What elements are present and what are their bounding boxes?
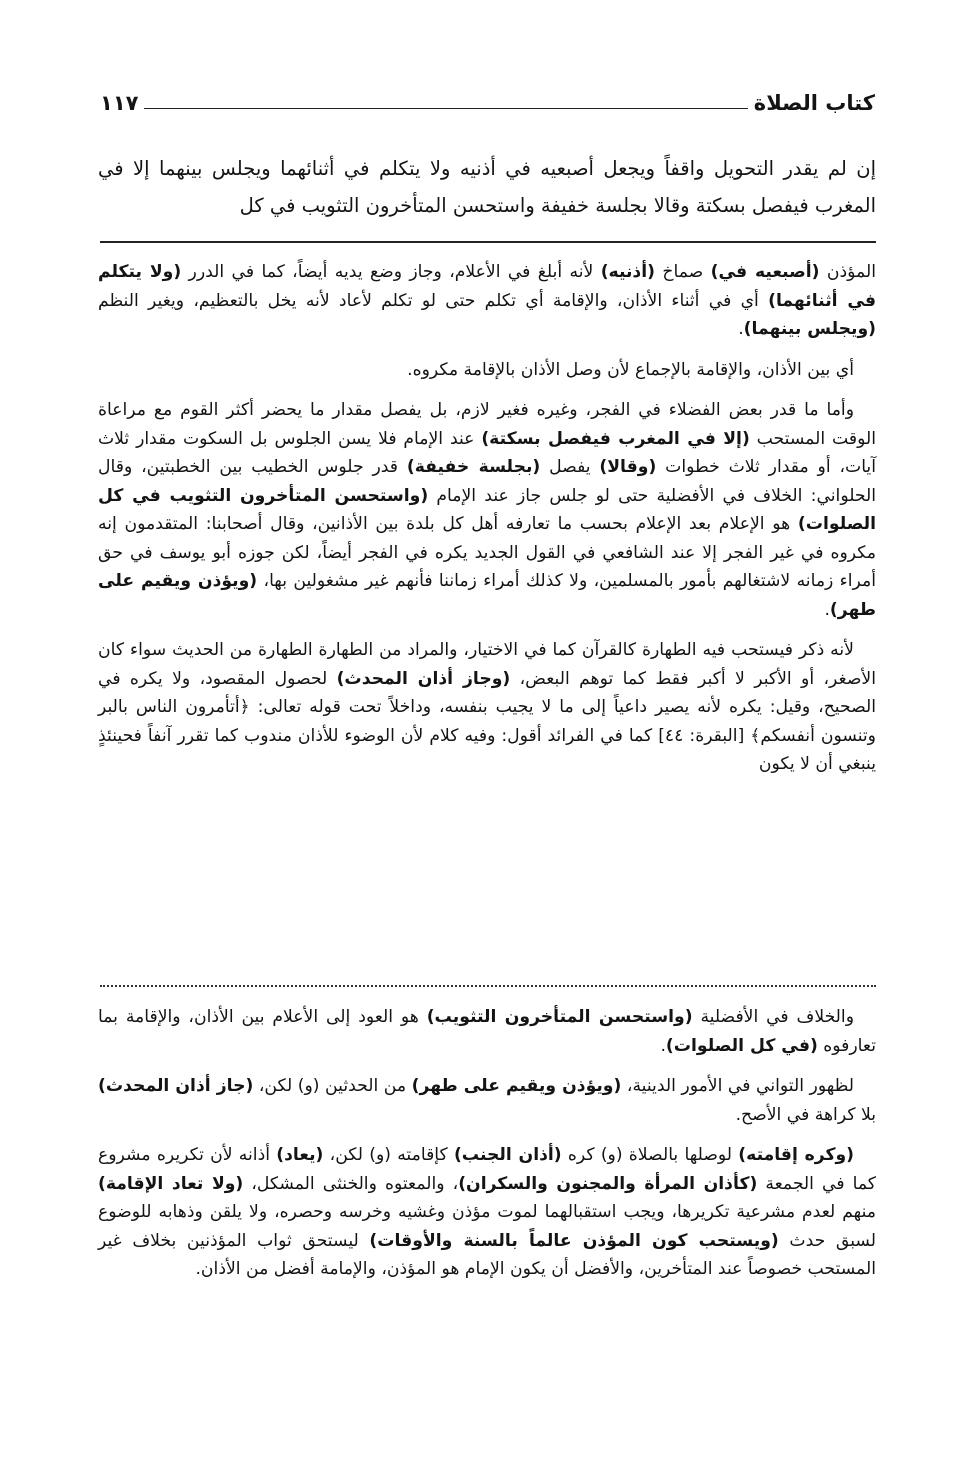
commentary-paragraph: وأما ما قدر بعض الفضلاء في الفجر، وغيره فغير لازم، بل يفصل مقدار ما يحضر أكثر القوم مع مراعاة الوقت المستحب (إلا في المغرب فيفصل بسكتة) عند الإمام فلا يسن الجلوس بل السكوت مقدار ثلاث آيات، أو مقدار ثلاث خطوات (وقالا) يفصل (بجلسة خفيفة) قدر جلوس الخطيب بين الخطبتين، وقال الحلواني: الخلاف في الأفضلية حتى لو جلس جاز عند الإمام (واستحسن المتأخرون التثويب في كل الصلوات) هو الإعلام بعد الإعلام بحسب ما تعارفه أهل كل بلدة بين الأذانين، وقال أصحابنا: المتقدمون إنه مكروه في غير الفجر إلا عند الشافعي في القول الجديد يكره في الفجر أيضاً، لكن جوزه أبو يوسف في حق أمراء زمانه لاشتغالهم بأمور بالمسلمين، ولا كذلك أمراء زماننا فأنهم غير مشغولين بها، (ويؤذن ويقيم على طهر). bbox=[98, 400, 877, 620]
commentary-paragraph: المؤذن (أصبعيه في) صماخ (أذنيه) لأنه أبلغ في الأعلام، وجاز وضع يديه أيضاً، كما في الدرر (ولا يتكلم في أثنائهما) أي في أثناء الأذان، والإقامة أي تكلم حتى لو تكلم لأعاد لأنه يخل بالتعظيم، ويغير النظم (ويجلس بينهما). bbox=[98, 262, 877, 339]
footnote-divider bbox=[100, 985, 876, 987]
footnote-paragraph: لظهور التواني في الأمور الدينية، (ويؤذن ويقيم على طهر) من الحدثين (و) لكن، (جاز أذان المحدث) بلا كراهة في الأصح. bbox=[98, 1076, 876, 1125]
page-number: ١١٧ bbox=[100, 91, 139, 115]
commentary bbox=[98, 258, 876, 779]
header-rule bbox=[144, 108, 747, 109]
page-header bbox=[100, 88, 875, 118]
commentary-paragraph: لأنه ذكر فيستحب فيه الطهارة كالقرآن كما في الاختيار، والمراد من الطهارة الطهارة من الحديث سواء كان الأصغر، أو الأكبر لا أكبر فقط كما توهم البعض، (وجاز أذان المحدث) لحصول المقصود، ولا يكره في الصحيح، وقيل: يكره لأنه يصير داعياً إلى ما لا يجيب بنفسه، وداخلاً تحت قوله تعالى: ﴿أتأمرون الناس بالبر وتنسون أنفسكم﴾ [البقرة: ٤٤] كما في الفرائد أقول: وفيه كلام لأن الوضوء للأذان مندوب كما تقرر آنفاً فحينئذٍ ينبغي أن لا يكون bbox=[98, 640, 876, 774]
footnote bbox=[98, 1003, 876, 1284]
footnote-paragraph: والخلاف في الأفضلية (واستحسن المتأخرون التثويب) هو العود إلى الأعلام بين الأذان، والإقامة بما تعارفوه (في كل الصلوات). bbox=[98, 1007, 876, 1056]
footnote-paragraph: (وكره إقامته) لوصلها بالصلاة (و) كره (أذان الجنب) كإقامته (و) لكن، (يعاد) أذانه لأن تكريره مشروع كما في الجمعة (كأذان المرأة والمجنون والسكران)، والمعتوه والخنثى المشكل، (ولا تعاد الإقامة) منهم لعدم مشرعية تكريرها، ويجب استقبالهما لموت مؤذن وغشيه وخرسه وحصره، ولا يلقن وذهابه للوضوع لسبق حدث (ويستحب كون المؤذن عالماً بالسنة والأوقات) ليستحق ثواب المؤذنين بخلاف غير المستحب خصوصاً عند المتأخرين، والأفضل أن يكون الإمام هو المؤذن، والإمامة أفضل من الأذان. bbox=[98, 1145, 876, 1279]
main-text: إن لم يقدر التحويل واقفاً ويجعل أصبعيه في أذنيه ولا يتكلم في أثنائهما ويجلس بينهما إلا في المغرب فيفصل بسكتة وقالا بجلسة خفيفة واستحسن المتأخرون التثويب في كل bbox=[98, 157, 876, 217]
main-text-divider bbox=[100, 241, 876, 243]
commentary-paragraph: أي بين الأذان، والإقامة بالإجماع لأن وصل الأذان بالإقامة مكروه. bbox=[407, 359, 854, 380]
running-title: كتاب الصلاة bbox=[753, 91, 875, 115]
